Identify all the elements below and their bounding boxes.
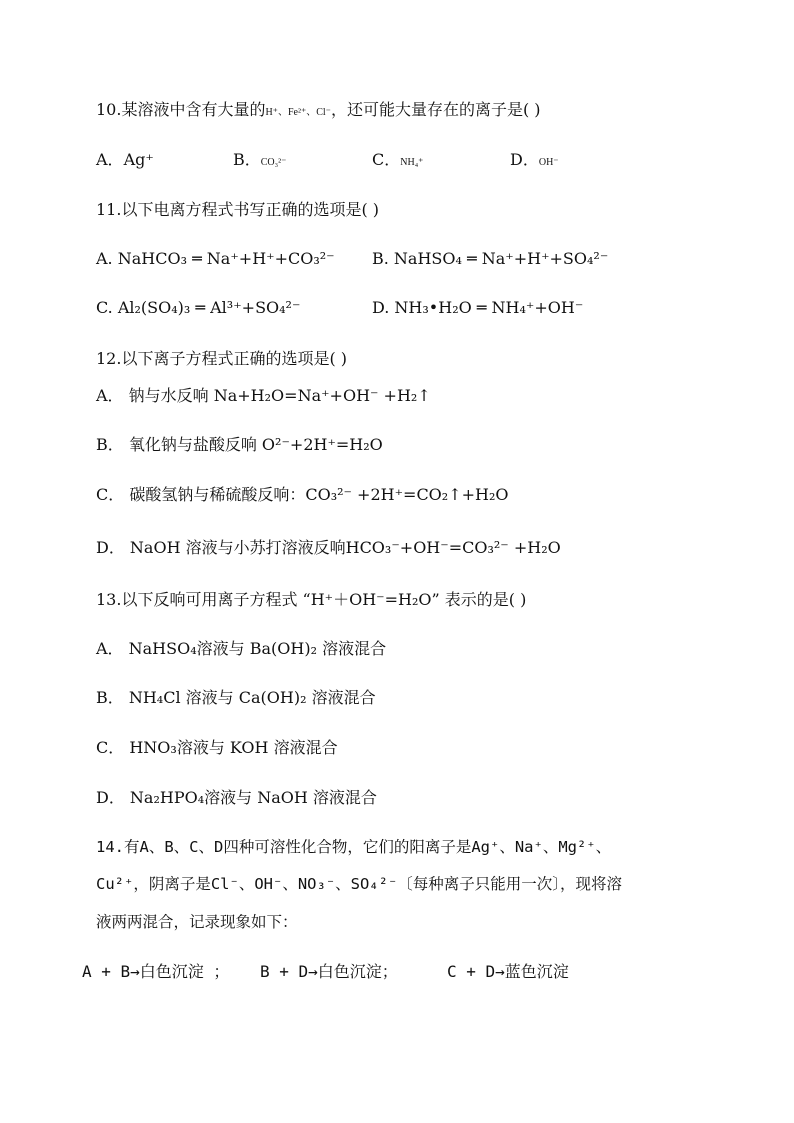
q10-option-b[interactable] bbox=[233, 149, 286, 174]
q10-option-a[interactable] bbox=[96, 149, 154, 171]
q12-option-a[interactable]: A． 钠与水反响 Na+H₂O=Na⁺+OH⁻ +H₂↑ bbox=[96, 386, 431, 405]
q10-option-a-label: A． bbox=[96, 150, 124, 169]
q12-option-d[interactable]: D． NaOH 溶液与小苏打溶液反响HCO₃⁻+OH⁻=CO₃²⁻ +H₂O bbox=[96, 538, 561, 557]
q10-stem bbox=[96, 99, 541, 124]
q10-ions: H⁺、Fe²⁺、Cl⁻ bbox=[265, 107, 331, 118]
q10-option-d[interactable] bbox=[510, 149, 559, 174]
q14-line-2: Cu²⁺，阴离子是Cl⁻、OH⁻、NO₃⁻、SO₄²⁻〔每种离子只能用一次〕，现将溶 bbox=[96, 875, 623, 893]
q13-option-a[interactable]: A． NaHSO₄溶液与 Ba(OH)₂ 溶液混合 bbox=[96, 639, 387, 658]
q13-option-c[interactable]: C． HNO₃溶液与 KOH 溶液混合 bbox=[96, 738, 338, 757]
q10-option-d-value: OH⁻ bbox=[538, 157, 559, 168]
q10-option-a-value: Ag⁺ bbox=[123, 150, 154, 169]
q13-stem: 13.以下反响可用离子方程式 “H⁺＋OH⁻=H₂O” 表示的是( ) bbox=[96, 590, 527, 609]
q10-option-b-value: CO₃²⁻ bbox=[260, 157, 287, 168]
q13-option-d[interactable]: D． Na₂HPO₄溶液与 NaOH 溶液混合 bbox=[96, 788, 377, 807]
q11-option-a[interactable]: A. NaHCO₃ ═ Na⁺+H⁺+CO₃²⁻ bbox=[96, 249, 335, 268]
q10-option-c-label: C． bbox=[372, 150, 401, 169]
q13-option-b[interactable]: B． NH₄Cl 溶液与 Ca(OH)₂ 溶液混合 bbox=[96, 688, 376, 707]
q10-option-d-label: D． bbox=[510, 150, 539, 169]
q14-observation-3: C + D→蓝色沉淀 bbox=[447, 962, 569, 981]
q11-option-b[interactable]: B. NaHSO₄ ═ Na⁺+H⁺+SO₄²⁻ bbox=[372, 249, 609, 268]
q14-line-3: 液两两混合，记录现象如下： bbox=[96, 913, 298, 931]
q12-stem: 12.以下离子方程式正确的选项是( ) bbox=[96, 349, 348, 368]
q10-stem-text-b: ，还可能大量存在的离子是( ) bbox=[330, 100, 541, 119]
q14-line-1: 14.有A、B、C、D四种可溶性化合物，它们的阳离子是Ag⁺、Na⁺、Mg²⁺、 bbox=[96, 838, 612, 856]
q10-stem-text-a: 10.某溶液中含有大量的 bbox=[96, 100, 266, 119]
q10-option-b-label: B． bbox=[233, 150, 261, 169]
q11-stem: 11.以下电离方程式书写正确的选项是( ) bbox=[96, 200, 380, 219]
q10-option-c-value: NH₄⁺ bbox=[400, 157, 424, 168]
q14-observation-1: A + B→白色沉淀 ； bbox=[82, 962, 230, 981]
q14-observation-2: B + D→白色沉淀； bbox=[260, 962, 398, 981]
q11-option-d[interactable]: D. NH₃•H₂O ═ NH₄⁺+OH⁻ bbox=[372, 298, 584, 317]
q12-option-b[interactable]: B． 氧化钠与盐酸反响 O²⁻+2H⁺=H₂O bbox=[96, 435, 383, 454]
q11-option-c[interactable]: C. Al₂(SO₄)₃ ═ Al³⁺+SO₄²⁻ bbox=[96, 298, 301, 317]
q12-option-c[interactable]: C． 碳酸氢钠与稀硫酸反响：CO₃²⁻ +2H⁺=CO₂↑+H₂O bbox=[96, 485, 509, 504]
q10-option-c[interactable] bbox=[372, 149, 423, 174]
